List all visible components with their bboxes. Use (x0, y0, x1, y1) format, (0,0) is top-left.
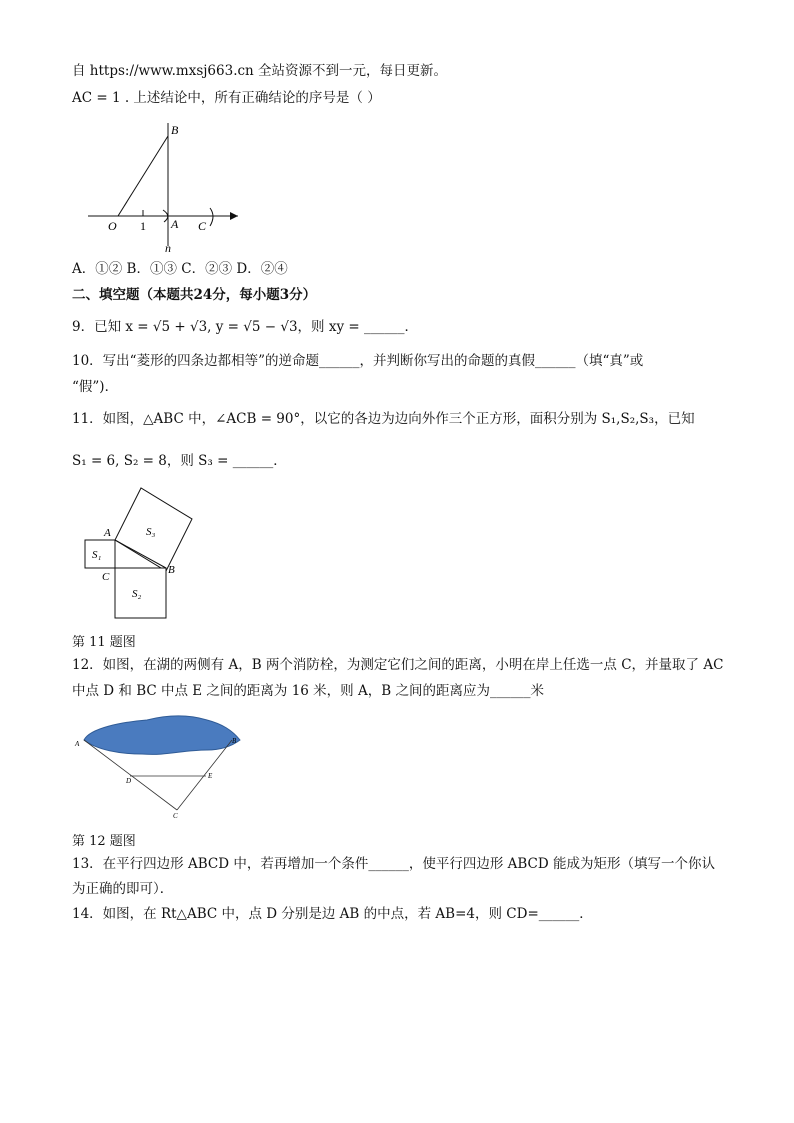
fig12-label-c: C (173, 812, 178, 820)
q8-figure (80, 118, 250, 256)
fig11-label-a: A (104, 527, 111, 539)
q12-figure (72, 710, 247, 822)
fig8-label-c: C (198, 219, 207, 233)
q11-figure (80, 485, 200, 620)
section-2-title: 二、填空题（本题共24分，每小题3分） (72, 287, 317, 303)
caption-11: 第 11 题图 (72, 635, 136, 650)
fig12-label-a: A (75, 740, 80, 748)
q12-line-2: 中点 D 和 BC 中点 E 之间的距离为 16 米，则 A，B 之间的距离应为______米 (72, 683, 544, 699)
header-watermark: 自 https://www.mxsj663.cn 全站资源不到一元，每日更新。 (72, 63, 448, 79)
q12-line-1: 12．如图，在湖的两侧有 A，B 两个消防栓，为测定它们之间的距离，小明在岸上任选一点 C，并量取了 AC (72, 657, 724, 673)
q13-line-2: 为正确的即可）． (72, 881, 174, 897)
fig8-label-b: B (171, 123, 179, 137)
fig11-label-s1: S₁ (92, 549, 102, 561)
q11-line-2: S₁ = 6, S₂ = 8，则 S₃ = ______． (72, 453, 287, 469)
fig8-label-o: O (108, 219, 117, 233)
caption-12: 第 12 题图 (72, 834, 136, 849)
q8-choices: A．①② B．①③ C．②③ D．②④ (72, 261, 288, 277)
fig11-label-s2: S₂ (132, 588, 142, 600)
q9: 9．已知 x = √5 + √3, y = √5 − √3，则 xy = ______． (72, 319, 418, 335)
q14: 14．如图，在 Rt△ABC 中，点 D 分别是边 AB 的中点，若 AB=4，则 CD=______． (72, 906, 593, 922)
fig8-label-one: 1 (140, 219, 146, 233)
fig12-label-b: B (232, 737, 237, 745)
fig12-label-e: E (208, 772, 213, 780)
q10-line-2: “假”)． (72, 379, 119, 395)
fig8-label-a: A (171, 217, 179, 231)
fig11-label-b: B (168, 564, 175, 576)
q8-tail: AC = 1 . 上述结论中，所有正确结论的序号是（ ） (72, 90, 381, 106)
q13-line-1: 13．在平行四边形 ABCD 中，若再增加一个条件______，使平行四边形 ABCD 能成为矩形（填写一个你认 (72, 856, 715, 872)
q11-line-1: 11．如图，△ABC 中，∠ACB = 90°，以它的各边为边向外作三个正方形，面积分别为 S₁,S₂,S₃，已知 (72, 411, 695, 427)
fig12-label-d: D (126, 777, 132, 785)
fig8-label-n: n (165, 241, 171, 255)
fig11-label-c: C (102, 571, 110, 583)
fig11-label-s3: S₃ (146, 526, 156, 538)
lake-shape (84, 716, 240, 755)
q10-line-1: 10．写出“菱形的四条边都相等”的逆命题______，并判断你写出的命题的真假______（填“真”或 (72, 353, 644, 369)
